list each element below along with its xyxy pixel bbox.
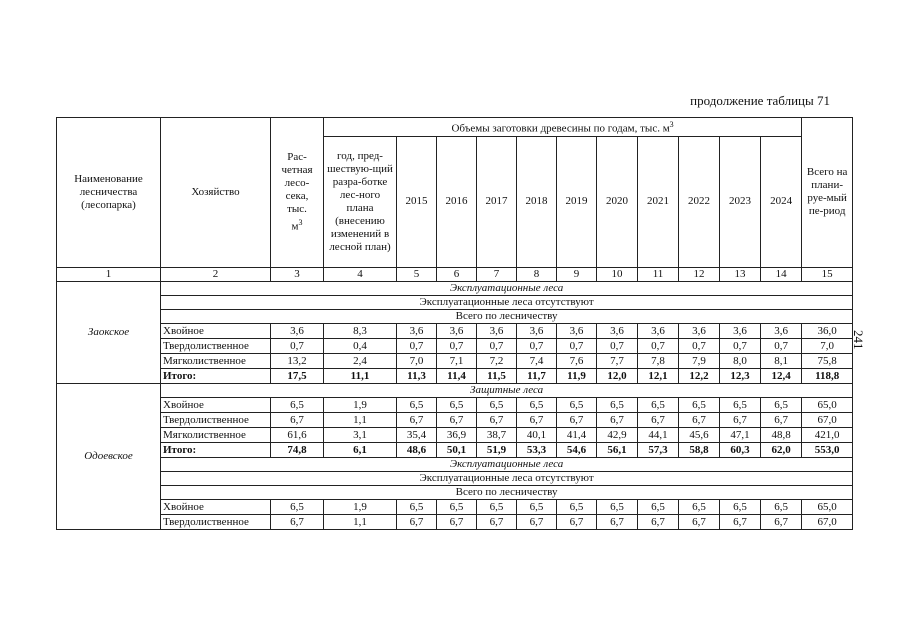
table-cell: 0,7 (477, 338, 517, 353)
table-cell: 0,7 (517, 338, 557, 353)
table-row (57, 397, 853, 412)
table-cell: 7,0 (397, 353, 437, 368)
table-cell: 56,1 (597, 442, 638, 457)
header-year-2020: 2020 (597, 136, 638, 267)
table-cell: 74,8 (271, 442, 324, 457)
row-label: Хвойное (161, 397, 271, 412)
table-cell: 3,6 (517, 323, 557, 338)
column-number: 5 (397, 267, 437, 281)
table-cell: 53,3 (517, 442, 557, 457)
table-cell: 7,2 (477, 353, 517, 368)
table-cell: 6,5 (397, 499, 437, 514)
table-cell: 6,7 (679, 412, 720, 427)
total-row (57, 442, 853, 457)
header-forestry: Наименование лесничества (лесопарка) (57, 118, 161, 268)
table-cell: 8,1 (761, 353, 802, 368)
table-cell: 7,8 (638, 353, 679, 368)
table-cell: 0,7 (679, 338, 720, 353)
table-cell: 7,7 (597, 353, 638, 368)
table-cell: 6,7 (761, 412, 802, 427)
table-cell: 6,7 (437, 412, 477, 427)
table-cell: 57,3 (638, 442, 679, 457)
header-group-title: Объемы заготовки древесины по годам, тыс. $м^3$ (324, 118, 802, 137)
table-cell: 6,7 (437, 514, 477, 529)
table-row (57, 338, 853, 353)
column-number: 13 (720, 267, 761, 281)
column-number: 10 (597, 267, 638, 281)
table-cell: 65,0 (802, 499, 853, 514)
table-cell: 0,7 (557, 338, 597, 353)
row-label: Мягколиственное (161, 427, 271, 442)
table-cell: 60,3 (720, 442, 761, 457)
info-text: Всего по лесничеству (161, 485, 853, 499)
row-label: Мягколиственное (161, 353, 271, 368)
table-cell: 3,6 (477, 323, 517, 338)
table-cell: 6,5 (517, 499, 557, 514)
table-cell: 36,0 (802, 323, 853, 338)
table-cell: 6,5 (437, 499, 477, 514)
table-cell: 6,5 (437, 397, 477, 412)
table-cell: 6,7 (557, 514, 597, 529)
total-row (57, 368, 853, 383)
section-heading: Защитные леса (161, 383, 853, 397)
row-label: Твердолиственное (161, 514, 271, 529)
header-total-period: Всего на плани-руе-мый пе-риод (802, 118, 853, 268)
table-cell: 421,0 (802, 427, 853, 442)
table-cell: 75,8 (802, 353, 853, 368)
table-cell: 36,9 (437, 427, 477, 442)
table-cell: 35,4 (397, 427, 437, 442)
table-cell: 3,6 (638, 323, 679, 338)
header-year-2022: 2022 (679, 136, 720, 267)
page-number: 241 (851, 330, 866, 350)
table-row (57, 323, 853, 338)
table-cell: 6,5 (517, 397, 557, 412)
table-cell: 41,4 (557, 427, 597, 442)
table-cell: 6,5 (597, 397, 638, 412)
table-cell: 11,7 (517, 368, 557, 383)
table-cell: 2,4 (324, 353, 397, 368)
table-cell: 6,7 (638, 514, 679, 529)
column-number: 6 (437, 267, 477, 281)
table-cell: 11,1 (324, 368, 397, 383)
row-label: Хвойное (161, 499, 271, 514)
table-cell: 6,5 (761, 397, 802, 412)
table-cell: 0,7 (397, 338, 437, 353)
column-number: 8 (517, 267, 557, 281)
column-numbers-row (57, 267, 853, 281)
table-caption: продолжение таблицы 71 (690, 93, 830, 108)
table-cell: 6,7 (397, 412, 437, 427)
column-number: 7 (477, 267, 517, 281)
table-cell: 6,5 (397, 397, 437, 412)
table-cell: 0,7 (720, 338, 761, 353)
table-cell: 6,7 (477, 514, 517, 529)
table-cell: 11,5 (477, 368, 517, 383)
section-heading-row (57, 457, 853, 471)
header-year-2024: 2024 (761, 136, 802, 267)
table-cell: 553,0 (802, 442, 853, 457)
table-cell: 6,7 (597, 412, 638, 427)
table-cell: 6,7 (720, 412, 761, 427)
info-text: Всего по лесничеству (161, 309, 853, 323)
info-row (57, 295, 853, 309)
info-text: Эксплуатационные леса отсутствуют (161, 295, 853, 309)
harvest-table (56, 117, 853, 530)
forestry-name: Одоевское (57, 383, 161, 529)
table-cell: 6,5 (679, 499, 720, 514)
table-cell: 13,2 (271, 353, 324, 368)
table-cell: 48,8 (761, 427, 802, 442)
table-cell: 6,7 (557, 412, 597, 427)
table-cell: 6,7 (597, 514, 638, 529)
table-cell: 7,9 (679, 353, 720, 368)
table-cell: 6,5 (477, 397, 517, 412)
header-year-2018: 2018 (517, 136, 557, 267)
table-cell: 58,8 (679, 442, 720, 457)
header-year-2016: 2016 (437, 136, 477, 267)
table-cell: 12,0 (597, 368, 638, 383)
table-cell: 0,4 (324, 338, 397, 353)
table-cell: 11,9 (557, 368, 597, 383)
table-cell: 7,0 (802, 338, 853, 353)
row-label: Итого: (161, 368, 271, 383)
table-cell: 11,4 (437, 368, 477, 383)
section-heading-row (57, 383, 853, 397)
column-number: 14 (761, 267, 802, 281)
column-number: 4 (324, 267, 397, 281)
table-cell: 12,4 (761, 368, 802, 383)
header-year-2023: 2023 (720, 136, 761, 267)
table-cell: 0,7 (271, 338, 324, 353)
table-cell: 38,7 (477, 427, 517, 442)
table-cell: 6,5 (761, 499, 802, 514)
header-year-2017: 2017 (477, 136, 517, 267)
table-cell: 7,1 (437, 353, 477, 368)
table-cell: 6,5 (679, 397, 720, 412)
header-year-2019: 2019 (557, 136, 597, 267)
table-cell: 0,7 (761, 338, 802, 353)
table-cell: 6,7 (477, 412, 517, 427)
table-cell: 8,3 (324, 323, 397, 338)
table-cell: 1,1 (324, 412, 397, 427)
column-number: 15 (802, 267, 853, 281)
table-cell: 1,1 (324, 514, 397, 529)
table-row (57, 499, 853, 514)
table-cell: 67,0 (802, 412, 853, 427)
column-number: 2 (161, 267, 271, 281)
table-cell: 12,3 (720, 368, 761, 383)
info-row (57, 309, 853, 323)
header-year-2015: 2015 (397, 136, 437, 267)
table-cell: 67,0 (802, 514, 853, 529)
table-cell: 6,1 (324, 442, 397, 457)
table-cell: 12,2 (679, 368, 720, 383)
header-farm: Хозяйство (161, 118, 271, 268)
row-label: Хвойное (161, 323, 271, 338)
table-cell: 6,5 (557, 499, 597, 514)
table-row (57, 412, 853, 427)
table-cell: 6,5 (597, 499, 638, 514)
table-cell: 47,1 (720, 427, 761, 442)
table-cell: 6,7 (720, 514, 761, 529)
info-row (57, 471, 853, 485)
table-row (57, 514, 853, 529)
table-cell: 3,6 (679, 323, 720, 338)
table-cell: 45,6 (679, 427, 720, 442)
table-cell: 51,9 (477, 442, 517, 457)
table-cell: 8,0 (720, 353, 761, 368)
table-cell: 6,5 (557, 397, 597, 412)
table-cell: 6,7 (271, 412, 324, 427)
table-cell: 3,6 (597, 323, 638, 338)
column-number: 11 (638, 267, 679, 281)
forestry-name: Заокское (57, 281, 161, 383)
table-cell: 6,7 (761, 514, 802, 529)
column-number: 1 (57, 267, 161, 281)
table-cell: 42,9 (597, 427, 638, 442)
table-row (57, 427, 853, 442)
table-cell: 12,1 (638, 368, 679, 383)
table-cell: 17,5 (271, 368, 324, 383)
table-cell: 48,6 (397, 442, 437, 457)
table-cell: 6,5 (720, 499, 761, 514)
table-cell: 44,1 (638, 427, 679, 442)
info-text: Эксплуатационные леса отсутствуют (161, 471, 853, 485)
row-label: Твердолиственное (161, 412, 271, 427)
table-cell: 3,6 (397, 323, 437, 338)
table-cell: 0,7 (597, 338, 638, 353)
table-cell: 0,7 (638, 338, 679, 353)
table-cell: 62,0 (761, 442, 802, 457)
table-cell: 7,6 (557, 353, 597, 368)
table-cell: 3,6 (271, 323, 324, 338)
table-cell: 50,1 (437, 442, 477, 457)
header-prev-year: год, пред-шествую-щий разра-ботке лес-ного плана (внесению изменений в лесной план) (324, 136, 397, 267)
table-cell: 1,9 (324, 397, 397, 412)
table-cell: 61,6 (271, 427, 324, 442)
row-label: Твердолиственное (161, 338, 271, 353)
table-cell: 6,7 (517, 514, 557, 529)
info-row (57, 485, 853, 499)
table-cell: 6,7 (397, 514, 437, 529)
column-number: 3 (271, 267, 324, 281)
table-cell: 0,7 (437, 338, 477, 353)
column-number: 9 (557, 267, 597, 281)
table-cell: 65,0 (802, 397, 853, 412)
table-cell: 6,5 (477, 499, 517, 514)
table-cell: 6,5 (638, 499, 679, 514)
section-heading: Эксплуатационные леса (161, 281, 853, 295)
section-heading-row (57, 281, 853, 295)
table-row (57, 353, 853, 368)
table-cell: 6,7 (271, 514, 324, 529)
table-cell: 3,1 (324, 427, 397, 442)
table-cell: 7,4 (517, 353, 557, 368)
table-cell: 6,7 (517, 412, 557, 427)
table-cell: 6,5 (638, 397, 679, 412)
table-cell: 3,6 (720, 323, 761, 338)
table-cell: 118,8 (802, 368, 853, 383)
table-cell: 3,6 (437, 323, 477, 338)
header-year-2021: 2021 (638, 136, 679, 267)
column-number: 12 (679, 267, 720, 281)
header-allowable-cut: Рас- четная лесо- сека, тыс. $м^3$ (271, 118, 324, 268)
table-cell: 40,1 (517, 427, 557, 442)
table-cell: 6,5 (720, 397, 761, 412)
section-heading: Эксплуатационные леса (161, 457, 853, 471)
table-cell: 3,6 (761, 323, 802, 338)
table-cell: 6,5 (271, 499, 324, 514)
table-cell: 1,9 (324, 499, 397, 514)
table-cell: 3,6 (557, 323, 597, 338)
row-label: Итого: (161, 442, 271, 457)
table-cell: 6,5 (271, 397, 324, 412)
table-cell: 6,7 (679, 514, 720, 529)
table-cell: 11,3 (397, 368, 437, 383)
table-cell: 54,6 (557, 442, 597, 457)
table-cell: 6,7 (638, 412, 679, 427)
